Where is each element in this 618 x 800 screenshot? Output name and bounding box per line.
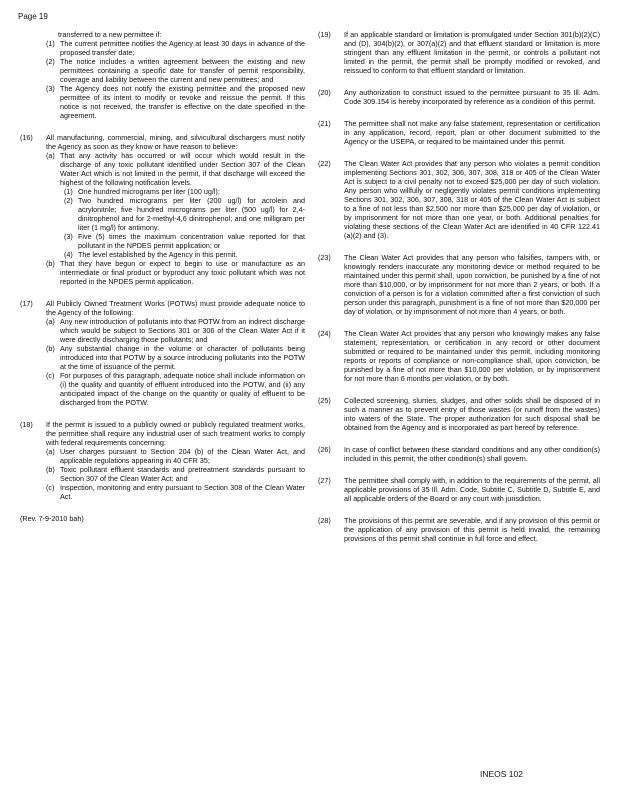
left-column [20,30,305,523]
condition-28: (28) The provisions of this permit are severable, and if any provision of this permit or the application of any provision of this permit is held invalid, the remaining provisions of this permit shall continue in full force and effect. [318,516,600,543]
condition-16-text: All manufacturing, commercial, mining, and silvicultural dischargers must notify the Agency as soon as they know or have reason to believe: [46,133,305,151]
document-id: INEOS 102 [480,769,523,779]
page-number: Page 19 [18,12,48,21]
condition-15-intro: transferred to a new permittee if: [58,30,162,39]
condition-16-a: (a) That any activity has occurred or will occur which would result in the discharge of any toxic pollutant identified under Section 307 of the Clean Water Act which is not limited in the permit, if that discharge will exceed the highest of the following notification levels. (1) One hundred micrograms per liter (100 ug/l); (2) Two hundred micrograms per liter (200 ug/l) for acrolein and acrylonitrile; five hundred micrograms per liter (500 ug/l) for 2,4-dinitrophenol and for 2-methyl-4,6 dinitrophenol; and one milligram per liter (1 mg/l) for antimony. (3) Five (5) times the maximum concentration value reported for that pollutant in the NPDES permit application; or (4) The level established by the Agency in this permit. [46,151,305,259]
revision-note: (Rev. 7-9-2010 bah) [20,514,84,523]
condition-16-b: (b) That they have begun or expect to begin to use or manufacture as an intermediate or final product or byproduct any toxic pollutant which was not reported in the NPDES permit application. [46,259,305,286]
condition-18-item: (b) Toxic pollutant effluent standards and pretreatment standards pursuant to Section 307 of the Clean Water Act; and [46,465,305,483]
condition-23: (23) The Clean Water Act provides that any person who falsifies, tampers with, or knowingly renders inaccurate any monitoring device or method required to be maintained under this permit shall, upon conviction, be punished by a fine of not more than $10,000, or by imprisonment for not more than 2 years, or both. If a conviction of a person is for a violation committed after a first conviction of such person under this paragraph, punishment is a fine of not more than $20,000 per day of violation, or by imprisonment of not more than 4 years, or both. [318,253,600,316]
condition-16-a-item: (2) Two hundred micrograms per liter (200 ug/l) for acrolein and acrylonitrile; five hundred micrograms per liter (500 ug/l) for 2,4-dinitrophenol and for 2-methyl-4,6 dinitrophenol; and one milligram per liter (1 mg/l) for antimony. [64,196,305,232]
condition-number: (18) [20,420,33,429]
condition-17-text: All Publicly Owned Treatment Works (POTWs) must provide adequate notice to the Agency of the following: [46,299,305,317]
condition-16-a-item: (1) One hundred micrograms per liter (100 ug/l); [64,187,220,196]
condition-15-item: (2) The notice includes a written agreement between the existing and new permittees containing a specific date for transfer of permit responsibility, coverage and liability between the current and new permittees; and [46,57,305,84]
condition-number: (17) [20,299,33,308]
condition-18-item: (c) Inspection, monitoring and entry pursuant to Section 308 of the Clean Water Act. [46,483,305,501]
condition-27: (27) The permittee shall comply with, in addition to the requirements of the permit, all applicable provisions of 35 Ill. Adm. Code, Subtitle C, Subtitle D, Subtitle E, and all applicable orders of the Board or any court with jurisdiction. [318,476,600,503]
condition-15-item: (3) The Agency does not notify the existing permittee and the proposed new permittee of its intent to modify or revoke and reissue the permit. If this notice is not received, the transfer is effective on the date specified in the agreement. [46,84,305,120]
condition-15-item: (1) The current permittee notifies the Agency at least 30 days in advance of the proposed transfer date; [46,39,305,57]
condition-number: (16) [20,133,33,142]
condition-16 [20,133,305,286]
condition-16-a-item: (4) The level established by the Agency in this permit. [64,250,238,259]
condition-16-a-item: (3) Five (5) times the maximum concentration value reported for that pollutant in the NPDES permit application; or [64,232,305,250]
condition-22: (22) The Clean Water Act provides that any person who violates a permit condition implementing Sections 301, 302, 306, 307, 308, 318 or 405 of the Clean Water Act is subject to a civil penalty not to exceed $25,000 per day of such violation. Any person who willfully or negligently violates permit conditions implementing Sections 301, 302, 306, 307, 308, 318 or 405 of the Clean Water Act is subject to a fine of not less than $2,500 nor more than $25,000 per day of violation, or by imprisonment for not more than one year, or both. Additional penalties for violating these sections of the Clean Water Act are identified in 40 CFR 122.41 (a)(2) and (3). [318,159,600,240]
condition-17 [20,299,305,407]
right-column [318,30,600,556]
condition-17-item: (b) Any substantial change in the volume or character of pollutants being introduced into that POTW by a source introducing pollutants into the POTW at the time of issuance of the permit. [46,344,305,371]
condition-17-item: (c) For purposes of this paragraph, adequate notice shall include information on (i) the quality and quantity of effluent introduced into the POTW, and (ii) any anticipated impact of the change on the quantity or quality of effluent to be discharged from the POTW. [46,371,305,407]
condition-24: (24) The Clean Water Act provides that any person who knowingly makes any false statement, representation, or certification in any record or other document submitted or required to be maintained under this permit, including monitoring reports or reports of compliance or non-compliance shall, upon conviction, be punished by a fine of not more than $10,000 per violation, or by imprisonment for not more than 6 months per violation, or by both. [318,329,600,383]
condition-15-continued [20,30,305,120]
condition-18-item: (a) User charges pursuant to Section 204 (b) of the Clean Water Act, and applicable regulations appearing in 40 CFR 35; [46,447,305,465]
condition-21: (21) The permittee shall not make any false statement, representation or certification in any application, record, report, plan or other document submitted to the Agency or the USEPA, or required to be maintained under this permit. [318,119,600,146]
condition-20: (20) Any authorization to construct issued to the permittee pursuant to 35 Ill. Adm. Code 309.154 is hereby incorporated by reference as a condition of this permit. [318,88,600,106]
condition-26: (26) In case of conflict between these standard conditions and any other condition(s) included in this permit, the other condition(s) shall govern. [318,445,600,463]
condition-25: (25) Collected screening, slurries, sludges, and other solids shall be disposed of in such a manner as to prevent entry of those wastes (or runoff from the wastes) into waters of the State. The proper authorization for such disposal shall be obtained from the Agency and is incorporated as part hereof by reference. [318,396,600,432]
condition-17-item: (a) Any new introduction of pollutants into that POTW from an indirect discharge which would be subject to Sections 301 or 306 of the Clean Water Act if it were directly discharging those pollutants; and [46,317,305,344]
condition-18 [20,420,305,501]
condition-18-text: If the permit is issued to a publicly owned or publicly regulated treatment works, the permittee shall require any industrial user of such treatment works to comply with federal requirements concerning: [46,420,305,447]
condition-19: (19) If an applicable standard or limitation is promulgated under Section 301(b)(2)(C) and (D), 304(b)(2), or 307(a)(2) and that effluent standard or limitation is more stringent than any effluent limitation in the permit, or controls a pollutant not limited in the permit, the permit shall be promptly modified or revoked, and reissued to conform to that effluent standard or limitation. [318,30,600,75]
